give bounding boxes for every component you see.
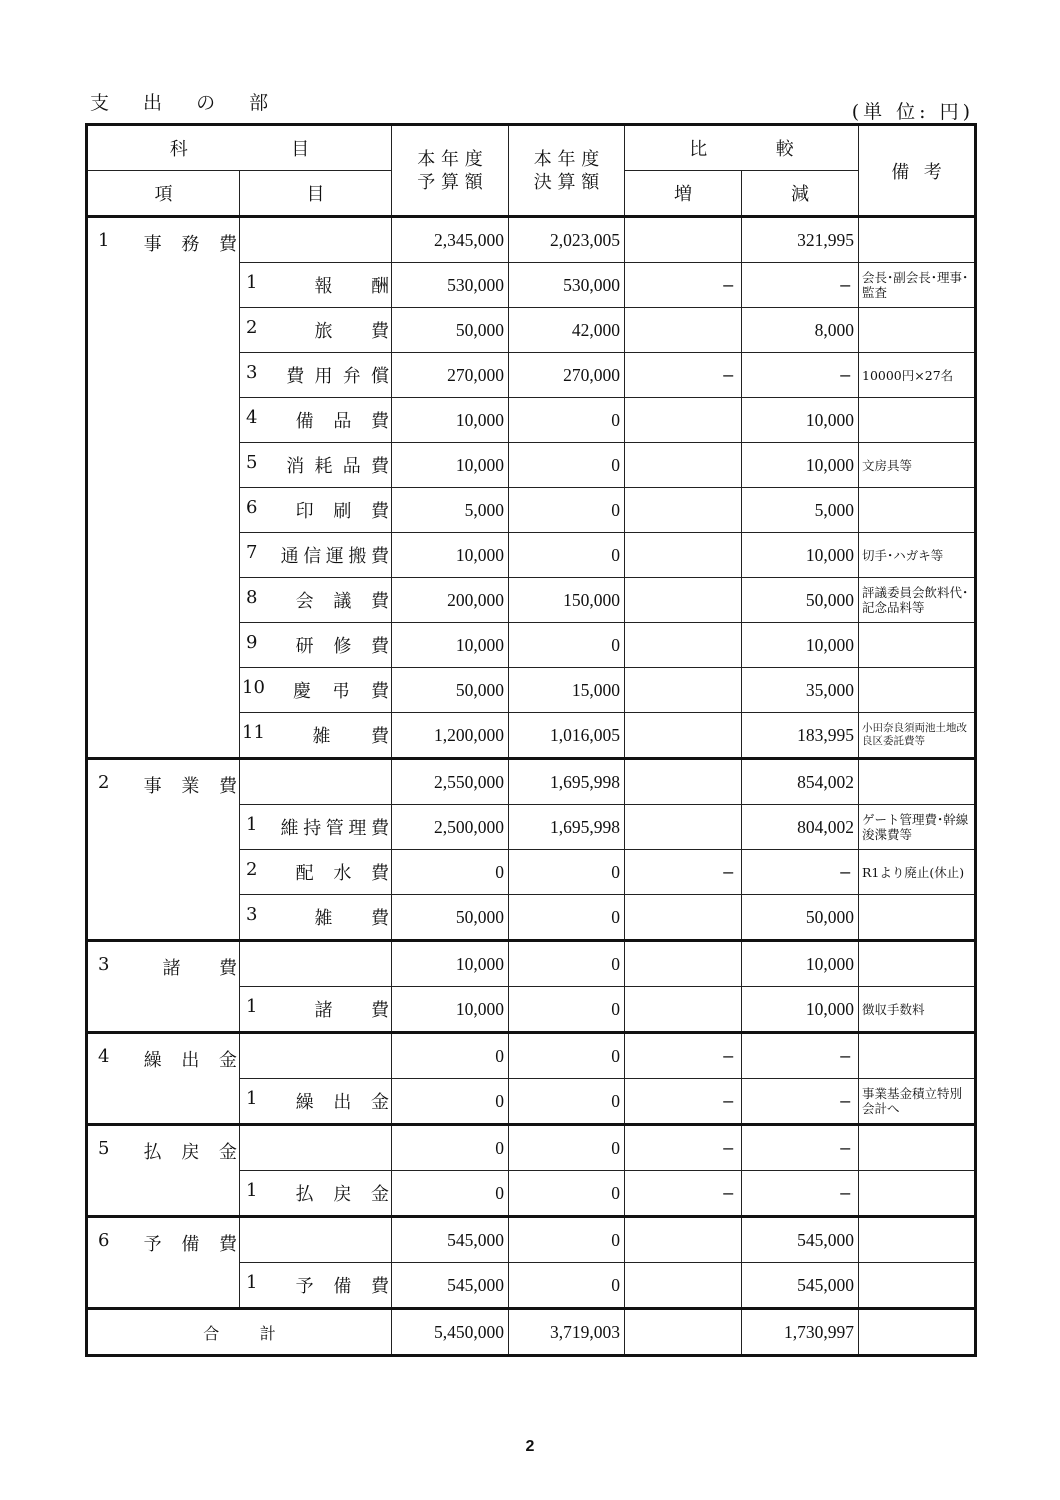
label-char: 繰 xyxy=(295,1092,314,1113)
budget-cell: 2,550,000 xyxy=(392,759,509,805)
label-char: 繰 xyxy=(143,1050,162,1071)
actual-cell: 0 xyxy=(509,1079,625,1125)
decrease-cell: 50,000 xyxy=(742,578,859,623)
kou-cell xyxy=(87,217,240,759)
remarks-cell xyxy=(859,1033,976,1079)
moku-label xyxy=(242,722,391,748)
actual-cell: 0 xyxy=(509,533,625,578)
item-number: 1 xyxy=(246,1272,258,1293)
moku-cell xyxy=(240,987,392,1033)
total-decrease: 1,730,997 xyxy=(742,1309,859,1356)
budget-cell: 50,000 xyxy=(392,895,509,941)
moku-cell xyxy=(240,1171,392,1217)
budget-cell: 545,000 xyxy=(392,1263,509,1309)
label-char: 雑 xyxy=(312,726,331,747)
label-char: 品 xyxy=(342,456,361,477)
decrease-cell: 10,000 xyxy=(742,623,859,668)
actual-cell: 1,016,005 xyxy=(509,713,625,759)
label-char: 維 xyxy=(280,818,299,839)
label-char: 戻 xyxy=(333,1184,352,1205)
moku-label xyxy=(246,632,391,658)
increase-cell: − xyxy=(625,1033,742,1079)
moku-label xyxy=(246,362,391,388)
remarks-cell xyxy=(859,623,976,668)
increase-cell xyxy=(625,217,742,263)
label-char: 費 xyxy=(371,456,389,477)
label-char: 信 xyxy=(303,546,322,567)
item-number: 5 xyxy=(98,1138,110,1159)
actual-cell: 42,000 xyxy=(509,308,625,353)
remarks-cell: 事業基金積立特別会計へ xyxy=(859,1079,976,1125)
actual-cell: 0 xyxy=(509,1125,625,1171)
label-char: 備 xyxy=(295,411,314,432)
kou-cell xyxy=(87,1125,240,1217)
label-char: 費 xyxy=(370,636,389,657)
label-char: 事 xyxy=(143,776,162,797)
actual-cell: 0 xyxy=(509,398,625,443)
label-char: 務 xyxy=(181,234,200,255)
label-char: 金 xyxy=(370,1184,389,1205)
moku-label xyxy=(246,542,391,568)
actual-cell: 1,695,998 xyxy=(509,805,625,850)
remarks-cell xyxy=(859,895,976,941)
label-char: 費 xyxy=(370,1276,389,1297)
increase-cell xyxy=(625,759,742,805)
budget-cell: 10,000 xyxy=(392,533,509,578)
moku-cell xyxy=(240,1079,392,1125)
increase-cell xyxy=(625,398,742,443)
item-number: 9 xyxy=(246,632,258,653)
budget-cell: 10,000 xyxy=(392,987,509,1033)
increase-cell xyxy=(625,533,742,578)
increase-cell xyxy=(625,1263,742,1309)
actual-cell: 1,695,998 xyxy=(509,759,625,805)
decrease-cell: 50,000 xyxy=(742,895,859,941)
increase-cell xyxy=(625,895,742,941)
label-char: 品 xyxy=(333,411,352,432)
budget-cell: 530,000 xyxy=(392,263,509,308)
header-decrease: 減 xyxy=(742,171,859,217)
moku-label xyxy=(246,272,391,298)
actual-cell: 0 xyxy=(509,987,625,1033)
increase-cell xyxy=(625,668,742,713)
actual-cell: 0 xyxy=(509,1033,625,1079)
label-char: 研 xyxy=(295,636,314,657)
label-char: 搬 xyxy=(348,546,367,567)
actual-cell: 0 xyxy=(509,1217,625,1263)
label-char: 費 xyxy=(371,1000,389,1021)
label-char: 雑 xyxy=(314,908,333,929)
remarks-cell: 10000円×27名 xyxy=(859,353,976,398)
item-number: 1 xyxy=(246,272,258,293)
increase-cell: − xyxy=(625,850,742,895)
label-char: 消 xyxy=(286,456,305,477)
kou-label xyxy=(98,1230,239,1256)
label-char: 費 xyxy=(370,863,389,884)
budget-cell: 270,000 xyxy=(392,353,509,398)
item-number: 7 xyxy=(246,542,258,563)
moku-cell-empty xyxy=(240,1217,392,1263)
remarks-cell xyxy=(859,308,976,353)
total-actual: 3,719,003 xyxy=(509,1309,625,1356)
label-char: 諸 xyxy=(314,1000,333,1021)
moku-cell xyxy=(240,398,392,443)
group-row xyxy=(87,941,976,987)
actual-cell: 0 xyxy=(509,941,625,987)
decrease-cell: 321,995 xyxy=(742,217,859,263)
remarks-cell xyxy=(859,941,976,987)
budget-cell: 10,000 xyxy=(392,623,509,668)
budget-cell: 545,000 xyxy=(392,1217,509,1263)
budget-cell: 50,000 xyxy=(392,668,509,713)
label-char: 事 xyxy=(143,234,162,255)
decrease-cell: 804,002 xyxy=(742,805,859,850)
kou-label xyxy=(98,954,239,980)
remarks-cell xyxy=(859,1125,976,1171)
moku-cell-empty xyxy=(240,1033,392,1079)
actual-cell: 0 xyxy=(509,488,625,533)
label-char: 弁 xyxy=(342,366,361,387)
item-number: 8 xyxy=(246,587,258,608)
page-number: 2 xyxy=(525,1438,535,1455)
decrease-cell: − xyxy=(742,1125,859,1171)
moku-label xyxy=(242,677,391,703)
kou-label xyxy=(98,230,239,256)
label-char: 出 xyxy=(333,1092,352,1113)
label-char: 償 xyxy=(371,366,389,387)
item-number: 6 xyxy=(98,1230,110,1251)
decrease-cell: 35,000 xyxy=(742,668,859,713)
label-char: 費 xyxy=(218,1234,237,1255)
remarks-cell xyxy=(859,398,976,443)
moku-label xyxy=(246,904,391,930)
increase-cell xyxy=(625,805,742,850)
total-row xyxy=(87,1309,976,1356)
label-char: 慶 xyxy=(293,681,311,702)
actual-cell: 150,000 xyxy=(509,578,625,623)
group-row xyxy=(87,217,976,263)
header-actual: 本 年 度 決 算 額 xyxy=(509,125,625,217)
item-number: 10 xyxy=(242,677,265,698)
decrease-cell: 10,000 xyxy=(742,987,859,1033)
moku-cell xyxy=(240,850,392,895)
label-char: 費 xyxy=(371,726,389,747)
item-number: 4 xyxy=(246,407,258,428)
unit-label: (単 位: 円) xyxy=(851,101,974,123)
moku-cell xyxy=(240,443,392,488)
remarks-cell: 文房具等 xyxy=(859,443,976,488)
label-char: 配 xyxy=(295,863,314,884)
moku-cell-empty xyxy=(240,217,392,263)
kou-label xyxy=(98,772,239,798)
section-title: 支 出 の 部 xyxy=(90,92,283,114)
decrease-cell: − xyxy=(742,263,859,308)
item-number: 2 xyxy=(246,317,258,338)
header-remarks: 備 考 xyxy=(859,125,976,217)
label-char: 業 xyxy=(181,776,200,797)
moku-cell xyxy=(240,308,392,353)
moku-cell-empty xyxy=(240,941,392,987)
moku-label xyxy=(246,317,391,343)
header-compare: 比 較 xyxy=(625,125,859,171)
label-char: 用 xyxy=(314,366,333,387)
increase-cell: − xyxy=(625,1079,742,1125)
increase-cell xyxy=(625,308,742,353)
label-char: 備 xyxy=(333,1276,352,1297)
total-budget: 5,450,000 xyxy=(392,1309,509,1356)
budget-cell: 2,345,000 xyxy=(392,217,509,263)
label-char: 予 xyxy=(143,1234,162,1255)
actual-cell: 0 xyxy=(509,850,625,895)
header-increase: 増 xyxy=(625,171,742,217)
budget-cell: 10,000 xyxy=(392,443,509,488)
actual-cell: 2,023,005 xyxy=(509,217,625,263)
label-char: 議 xyxy=(333,591,352,612)
kou-label xyxy=(98,1138,239,1164)
moku-cell xyxy=(240,488,392,533)
moku-label xyxy=(246,996,391,1022)
header-moku: 目 xyxy=(240,171,392,217)
total-increase xyxy=(625,1309,742,1356)
moku-label xyxy=(246,1272,391,1298)
label-char: 費 xyxy=(370,591,389,612)
total-label: 合 計 xyxy=(87,1309,392,1356)
moku-cell xyxy=(240,263,392,308)
label-char: 費 xyxy=(370,546,389,567)
label-char: 刷 xyxy=(333,501,352,522)
remarks-cell xyxy=(859,1171,976,1217)
label-char: 持 xyxy=(303,818,322,839)
header-kamoku: 科 目 xyxy=(87,125,392,171)
moku-label xyxy=(246,814,391,840)
expenditure-table xyxy=(85,123,977,1357)
label-char: 金 xyxy=(370,1092,389,1113)
remarks-cell xyxy=(859,1217,976,1263)
increase-cell: − xyxy=(625,1125,742,1171)
remarks-cell: 小田奈良須両池土地改良区委託費等 xyxy=(859,713,976,759)
label-char: 費 xyxy=(370,818,389,839)
moku-cell-empty xyxy=(240,759,392,805)
moku-label xyxy=(246,1180,391,1206)
decrease-cell: − xyxy=(742,353,859,398)
item-number: 4 xyxy=(98,1046,110,1067)
group-row xyxy=(87,1217,976,1263)
header-budget: 本 年 度 予 算 額 xyxy=(392,125,509,217)
label-char: 酬 xyxy=(371,276,389,297)
remarks-cell: 会長･副会長･理事･監査 xyxy=(859,263,976,308)
label-char: 予 xyxy=(295,1276,314,1297)
label-char: 運 xyxy=(325,546,344,567)
decrease-cell: 854,002 xyxy=(742,759,859,805)
budget-cell: 5,000 xyxy=(392,488,509,533)
remarks-cell: 評議委員会飲料代･記念品料等 xyxy=(859,578,976,623)
decrease-cell: 10,000 xyxy=(742,398,859,443)
increase-cell xyxy=(625,578,742,623)
moku-cell xyxy=(240,668,392,713)
label-char: 払 xyxy=(295,1184,314,1205)
label-char: 備 xyxy=(181,1234,200,1255)
budget-cell: 200,000 xyxy=(392,578,509,623)
moku-cell xyxy=(240,353,392,398)
item-number: 6 xyxy=(246,497,258,518)
increase-cell: − xyxy=(625,353,742,398)
label-char: 会 xyxy=(295,591,314,612)
label-char: 費 xyxy=(370,411,389,432)
decrease-cell: − xyxy=(742,1079,859,1125)
moku-cell-empty xyxy=(240,1125,392,1171)
item-number: 1 xyxy=(246,1180,258,1201)
item-number: 11 xyxy=(242,722,265,743)
budget-cell: 10,000 xyxy=(392,941,509,987)
label-char: 旅 xyxy=(314,321,333,342)
label-char: 戻 xyxy=(181,1142,200,1163)
label-char: 費 xyxy=(286,366,305,387)
label-char: 耗 xyxy=(314,456,333,477)
moku-cell xyxy=(240,578,392,623)
label-char: 修 xyxy=(333,636,352,657)
remarks-cell xyxy=(859,759,976,805)
header-kou: 項 xyxy=(87,171,240,217)
label-char: 費 xyxy=(371,681,389,702)
moku-label xyxy=(246,1088,391,1114)
group-row xyxy=(87,759,976,805)
remarks-cell: ゲート管理費･幹線浚渫費等 xyxy=(859,805,976,850)
increase-cell xyxy=(625,1217,742,1263)
label-char: 払 xyxy=(143,1142,162,1163)
remarks-cell xyxy=(859,488,976,533)
total-note xyxy=(859,1309,976,1356)
decrease-cell: 5,000 xyxy=(742,488,859,533)
moku-cell xyxy=(240,895,392,941)
decrease-cell: 183,995 xyxy=(742,713,859,759)
decrease-cell: − xyxy=(742,850,859,895)
label-char: 水 xyxy=(333,863,352,884)
moku-cell xyxy=(240,533,392,578)
budget-cell: 0 xyxy=(392,1125,509,1171)
actual-cell: 270,000 xyxy=(509,353,625,398)
item-number: 1 xyxy=(246,996,258,1017)
moku-label xyxy=(246,859,391,885)
moku-cell xyxy=(240,623,392,668)
budget-cell: 50,000 xyxy=(392,308,509,353)
decrease-cell: 10,000 xyxy=(742,941,859,987)
moku-label xyxy=(246,497,391,523)
group-row xyxy=(87,1125,976,1171)
label-char: 費 xyxy=(370,501,389,522)
label-char: 費 xyxy=(371,321,389,342)
remarks-cell: 切手･ハガキ等 xyxy=(859,533,976,578)
moku-cell xyxy=(240,805,392,850)
item-number: 1 xyxy=(246,1088,258,1109)
label-char: 理 xyxy=(348,818,367,839)
budget-cell: 0 xyxy=(392,1171,509,1217)
item-number: 2 xyxy=(246,859,258,880)
actual-cell: 0 xyxy=(509,895,625,941)
remarks-cell xyxy=(859,668,976,713)
label-char: 出 xyxy=(181,1050,200,1071)
item-number: 3 xyxy=(246,904,258,925)
label-char: 諸 xyxy=(162,958,181,979)
increase-cell xyxy=(625,623,742,668)
increase-cell xyxy=(625,987,742,1033)
label-char: 管 xyxy=(325,818,344,839)
actual-cell: 0 xyxy=(509,1171,625,1217)
budget-cell: 2,500,000 xyxy=(392,805,509,850)
decrease-cell: 10,000 xyxy=(742,533,859,578)
label-char: 通 xyxy=(280,546,299,567)
kou-cell xyxy=(87,941,240,1033)
moku-cell xyxy=(240,1263,392,1309)
decrease-cell: 545,000 xyxy=(742,1263,859,1309)
item-number: 3 xyxy=(246,362,258,383)
label-char: 費 xyxy=(371,908,389,929)
label-char: 印 xyxy=(295,501,314,522)
actual-cell: 15,000 xyxy=(509,668,625,713)
label-char: 費 xyxy=(218,776,237,797)
budget-cell: 1,200,000 xyxy=(392,713,509,759)
item-number: 2 xyxy=(98,772,110,793)
increase-cell: − xyxy=(625,263,742,308)
kou-cell xyxy=(87,1033,240,1125)
remarks-cell xyxy=(859,217,976,263)
actual-cell: 530,000 xyxy=(509,263,625,308)
kou-label xyxy=(98,1046,239,1072)
label-char: 費 xyxy=(218,234,237,255)
budget-cell: 0 xyxy=(392,850,509,895)
kou-cell xyxy=(87,1217,240,1309)
decrease-cell: − xyxy=(742,1171,859,1217)
actual-cell: 0 xyxy=(509,443,625,488)
increase-cell xyxy=(625,941,742,987)
label-char: 費 xyxy=(219,958,237,979)
increase-cell xyxy=(625,443,742,488)
increase-cell xyxy=(625,713,742,759)
kou-cell xyxy=(87,759,240,941)
remarks-cell: R1より廃止(休止) xyxy=(859,850,976,895)
increase-cell xyxy=(625,488,742,533)
label-char: 金 xyxy=(218,1050,237,1071)
label-char: 弔 xyxy=(332,681,350,702)
moku-label xyxy=(246,452,391,478)
remarks-cell xyxy=(859,1263,976,1309)
remarks-cell: 徴収手数料 xyxy=(859,987,976,1033)
moku-label xyxy=(246,587,391,613)
actual-cell: 0 xyxy=(509,623,625,668)
increase-cell: − xyxy=(625,1171,742,1217)
budget-cell: 0 xyxy=(392,1033,509,1079)
group-row xyxy=(87,1033,976,1079)
budget-cell: 0 xyxy=(392,1079,509,1125)
item-number: 5 xyxy=(246,452,258,473)
actual-cell: 0 xyxy=(509,1263,625,1309)
decrease-cell: − xyxy=(742,1033,859,1079)
item-number: 1 xyxy=(246,814,258,835)
decrease-cell: 545,000 xyxy=(742,1217,859,1263)
label-char: 金 xyxy=(218,1142,237,1163)
item-number: 3 xyxy=(98,954,110,975)
decrease-cell: 8,000 xyxy=(742,308,859,353)
decrease-cell: 10,000 xyxy=(742,443,859,488)
item-number: 1 xyxy=(98,230,110,251)
label-char: 報 xyxy=(314,276,333,297)
moku-label xyxy=(246,407,391,433)
moku-cell xyxy=(240,713,392,759)
budget-cell: 10,000 xyxy=(392,398,509,443)
